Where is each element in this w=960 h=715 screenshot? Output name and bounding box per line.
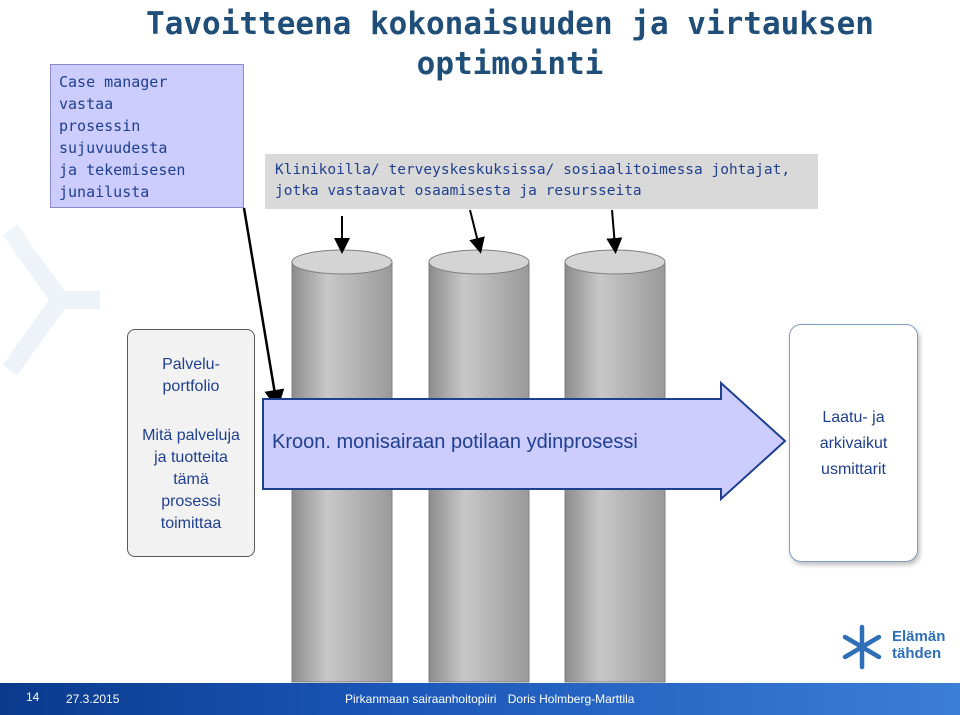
case-manager-box [50,64,244,208]
arrow-to-pillar-2 [470,210,479,246]
service-portfolio-box [127,329,255,557]
footer-organization [345,692,634,706]
case-manager-line: ja tekemisesen [59,161,186,179]
portfolio-heading-line: Palvelu- [162,356,220,373]
case-manager-line: vastaa [59,95,114,113]
logo-line: tähden [892,645,942,662]
logo-wordmark [892,628,945,662]
star-of-life-icon [845,627,879,667]
quality-line: usmittarit [821,461,886,478]
slide-title [130,4,890,84]
case-manager-line: sujuvuudesta [59,139,168,157]
organization-name: Pirkanmaan sairaanhoitopiiri [345,692,497,706]
slide-number: 14 [26,690,40,704]
managers-line: Klinikoilla/ terveyskeskuksissa/ sosiaalitoimessa johtajat, [275,162,791,178]
author-name: Doris Holmberg-Marttila [507,692,635,706]
quality-metrics-box [789,324,918,562]
arrow-to-pillar-3 [612,210,615,246]
portfolio-heading-line: portfolio [162,378,220,395]
quality-line: Laatu- ja [822,409,885,426]
case-manager-line: junailusta [59,183,150,201]
portfolio-heading [128,354,254,398]
portfolio-desc-line: ja tuotteita [154,449,228,466]
process-label: Kroon. monisairaan potilaan ydinprosessi [272,431,638,453]
footer-date: 27.3.2015 [66,692,120,706]
logo-line: Elämän [892,628,946,645]
title-line: Tavoitteena kokonaisuuden ja virtauksen [146,6,874,42]
title-line: optimointi [416,46,604,82]
case-manager-line: prosessin [59,117,141,135]
portfolio-desc-line: tämä [173,471,209,488]
managers-line: jotka vastaavat osaamisesta ja resursseita [275,183,642,199]
portfolio-desc-line: Mitä palveluja [142,427,240,444]
portfolio-desc-line: toimittaa [160,515,222,532]
watermark-logo [10,230,100,370]
case-manager-line: Case manager [59,73,168,91]
quality-line: arkivaikut [819,435,888,452]
portfolio-description [128,425,254,535]
managers-box [265,154,818,209]
portfolio-desc-line: prosessi [161,493,221,510]
